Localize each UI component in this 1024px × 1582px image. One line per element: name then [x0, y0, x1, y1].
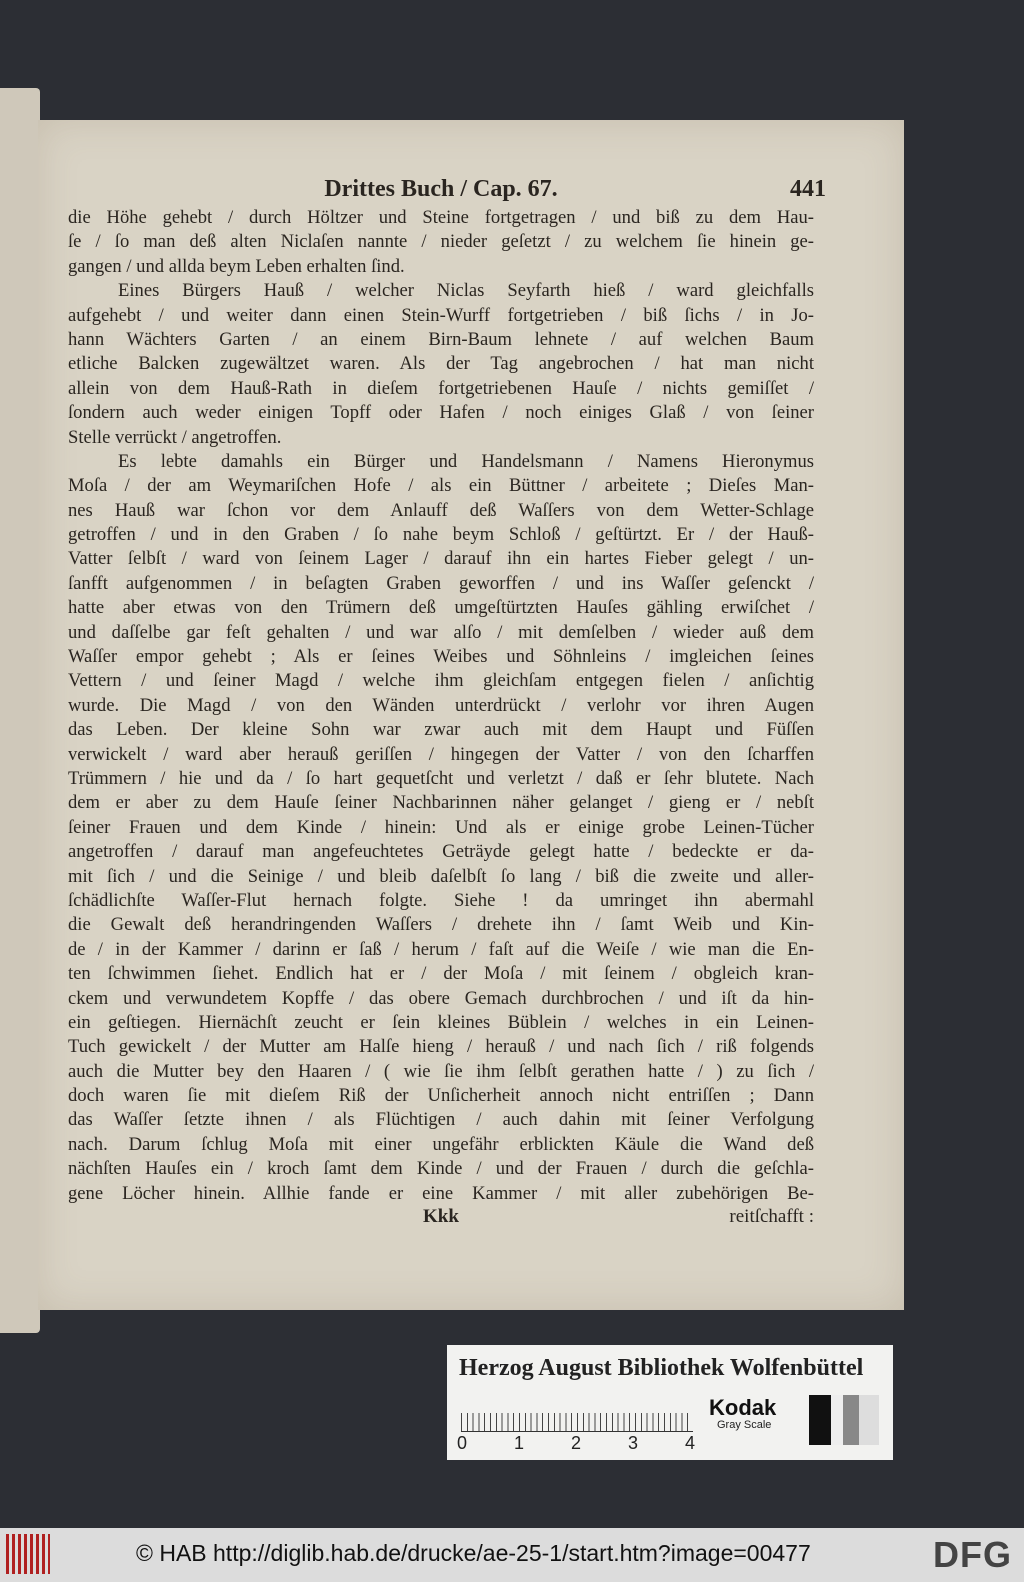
footer-bar: [0, 1528, 1024, 1582]
text-line: Tuch gewickelt / der Mutter am Halſe hieng / herauß / und nach ſich / riß folgends: [68, 1036, 814, 1058]
running-head-title: Drittes Buch / Cap. 67.: [324, 176, 558, 202]
text-line: wurde. Die Magd / von den Wänden unterdrückt / verlohr vor ihren Augen: [68, 694, 814, 716]
underlying-page-edge: [0, 88, 40, 1333]
text-line: ſchädlichſte Waſſer-Flut hernach folgte. Siehe ! da umringet ihn abermahl: [68, 889, 814, 911]
color-card: [447, 1345, 893, 1460]
text-line: angetroffen / darauf man angefeuchtetes Geträyde gelegt hatte / bedeckte er da-: [68, 841, 814, 863]
text-line: aufgehebt / und weiter dann einen Stein-Wurff fortgetrieben / biß ſichs / in Jo-: [68, 304, 814, 326]
text-line: verwickelt / ward aber herauß geriſſen / hingegen der Vatter / von den ſcharffen: [68, 743, 814, 765]
text-line: mit ſich / und die Seinige / und bleib daſelbſt ſo lang / biß die zweite und aller-: [68, 865, 814, 887]
text-line: Eines Bürgers Hauß / welcher Niclas Seyfarth hieß / ward gleichfalls: [118, 280, 814, 302]
text-line: nes Hauß war ſchon vor dem Anlauff deß Waſſers von dem Wetter-Schlage: [68, 499, 814, 521]
text-line: Vettern / und ſeiner Magd / welche ihm gleichſam entgegen fielen / anſichtig: [68, 670, 814, 692]
ruler-number: 1: [514, 1433, 525, 1453]
text-line: das Waſſer ſetzte ihnen / als Flüchtigen / auch dahin mit ſeiner Verfolgung: [68, 1109, 814, 1131]
light-swatch: [859, 1395, 879, 1445]
white-swatch: [831, 1395, 843, 1445]
black-swatch: [809, 1395, 831, 1445]
text-line: ſeiner Frauen und dem Kinde / hinein: Und als er einige grobe Leinen-Tücher: [68, 816, 814, 838]
text-line: die Gewalt deß herandringenden Waſſers / drehete ihn / ſamt Weib und Kin-: [68, 914, 814, 936]
text-line: ein geſtiegen. Hiernächſt zeucht er ſein kleines Büblein / welches in ein Leinen-: [68, 1011, 814, 1033]
page-text: [68, 176, 826, 1232]
text-line: ſanfft aufgenommen / in beſagten Graben geworffen / und ins Waſſer geſenckt /: [68, 572, 814, 594]
running-head: [68, 176, 826, 206]
library-name: Herzog August Bibliothek Wolfenbüttel: [459, 1355, 864, 1381]
ruler-number: 0: [457, 1433, 468, 1453]
book-page: [38, 120, 904, 1310]
scale-ruler: [461, 1397, 693, 1432]
page-number: 441: [790, 176, 826, 202]
gray-swatch: [843, 1395, 859, 1445]
text-line: ten ſchwimmen ſiehet. Endlich hat er / der Moſa / mit ſeinem / obgleich kran-: [68, 963, 814, 985]
text-line: de / in der Kammer / darinn er ſaß / herum / faſt auf die Weiſe / wie man die En-: [68, 938, 814, 960]
text-line: ſe / ſo man deß alten Niclaſen nannte / nieder geſetzt / zu welchem ſie hinein ge-: [68, 231, 814, 253]
ruler-number: 3: [628, 1433, 639, 1453]
text-line: hann Wächters Garten / an einem Birn-Baum lehnete / auf welchen Baum: [68, 328, 814, 350]
text-line: allein von dem Hauß-Rath in dieſem fortgetriebenen Hauſe / nichts gemiſſet /: [68, 377, 814, 399]
text-line: Es lebte damahls ein Bürger und Handelsmann / Namens Hieronymus: [118, 450, 814, 472]
text-line: Moſa / der am Weymariſchen Hofe / als ein Büttner / arbeitete ; Dieſes Man-: [68, 475, 814, 497]
text-line: die Höhe gehebt / durch Höltzer und Steine fortgetragen / und biß zu dem Hau-: [68, 207, 814, 228]
text-line: getroffen / und in den Graben / ſo nahe beym Schloß / geſtürtzt. Er / der Hauß-: [68, 524, 814, 546]
text-line: Vatter ſelbſt / ward von ſeinem Lager / darauf ihn ein hartes Fieber gelegt / un-: [68, 548, 814, 570]
text-line: doch waren ſie mit dieſem Riß der Unſicherheit annoch nicht entriſſen ; Dann: [68, 1085, 814, 1107]
text-line: ſondern auch weder einigen Topff oder Hafen / noch einiges Glaß / von ſeiner: [68, 402, 814, 424]
kodak-label: Kodak: [709, 1395, 777, 1420]
catchword: reitſchafft :: [729, 1206, 814, 1228]
text-line: dem er aber zu dem Hauſe ſeiner Nachbarinnen näher gelanget / gieng er / nebſt: [68, 792, 814, 814]
text-lines: [68, 206, 814, 1206]
text-line: das Leben. Der kleine Sohn war zwar auch mit dem Haupt und Füſſen: [68, 719, 814, 741]
text-line: gene Löcher hinein. Allhie fande er eine Kammer / mit aller zubehörigen Be-: [68, 1182, 814, 1204]
text-line: hatte aber etwas von den Trümern deß umgeſtürtzten Hauſes gähling erwiſchet /: [68, 597, 814, 619]
text-line: Waſſer empor gehebt ; Als er ſeines Weibes und Söhnleins / imgleichen ſeines: [68, 646, 814, 668]
text-line: nach. Darum ſchlug Moſa mit einer ungefähr erblickten Käule die Wand deß: [68, 1133, 814, 1155]
text-line: etliche Balcken zugewältzet waren. Als der Tag angebrochen / hat man nicht: [68, 353, 814, 375]
text-line: Trümmern / hie und da / ſo hart gequetſcht und verletzt / daß er ſehr blutete. Nach: [68, 767, 814, 789]
text-line: auch die Mutter bey den Haaren / ( wie ſie ihm ſelbſt gerathen hatte / ) zu ſich /: [68, 1060, 814, 1082]
text-line: und daſſelbe gar feſt gehalten / und war alſo / mit demſelben / wieder auß dem: [68, 621, 814, 643]
ruler-number: 4: [685, 1433, 696, 1453]
text-line: gangen / und allda beym Leben erhalten ſind.: [68, 255, 405, 277]
text-line: ckem und verwundetem Kopffe / das obere Gemach durchbrochen / und iſt da hin-: [68, 987, 814, 1009]
dfg-logo: DFG: [933, 1534, 1012, 1575]
barcode-icon: [6, 1534, 50, 1574]
ruler-number: 2: [571, 1433, 582, 1453]
gray-scale-label: Gray Scale: [717, 1419, 772, 1431]
copyright-link[interactable]: © HAB http://diglib.hab.de/drucke/ae-25-1/start.htm?image=00477: [136, 1540, 811, 1566]
page-foot: [68, 1206, 814, 1232]
text-line: nächſten Hauſes ein / kroch ſamt dem Kinde / und der Frauen / durch die geſchla-: [68, 1158, 814, 1180]
signature-mark: Kkk: [423, 1206, 459, 1228]
text-line: Stelle verrückt / angetroffen.: [68, 426, 282, 448]
